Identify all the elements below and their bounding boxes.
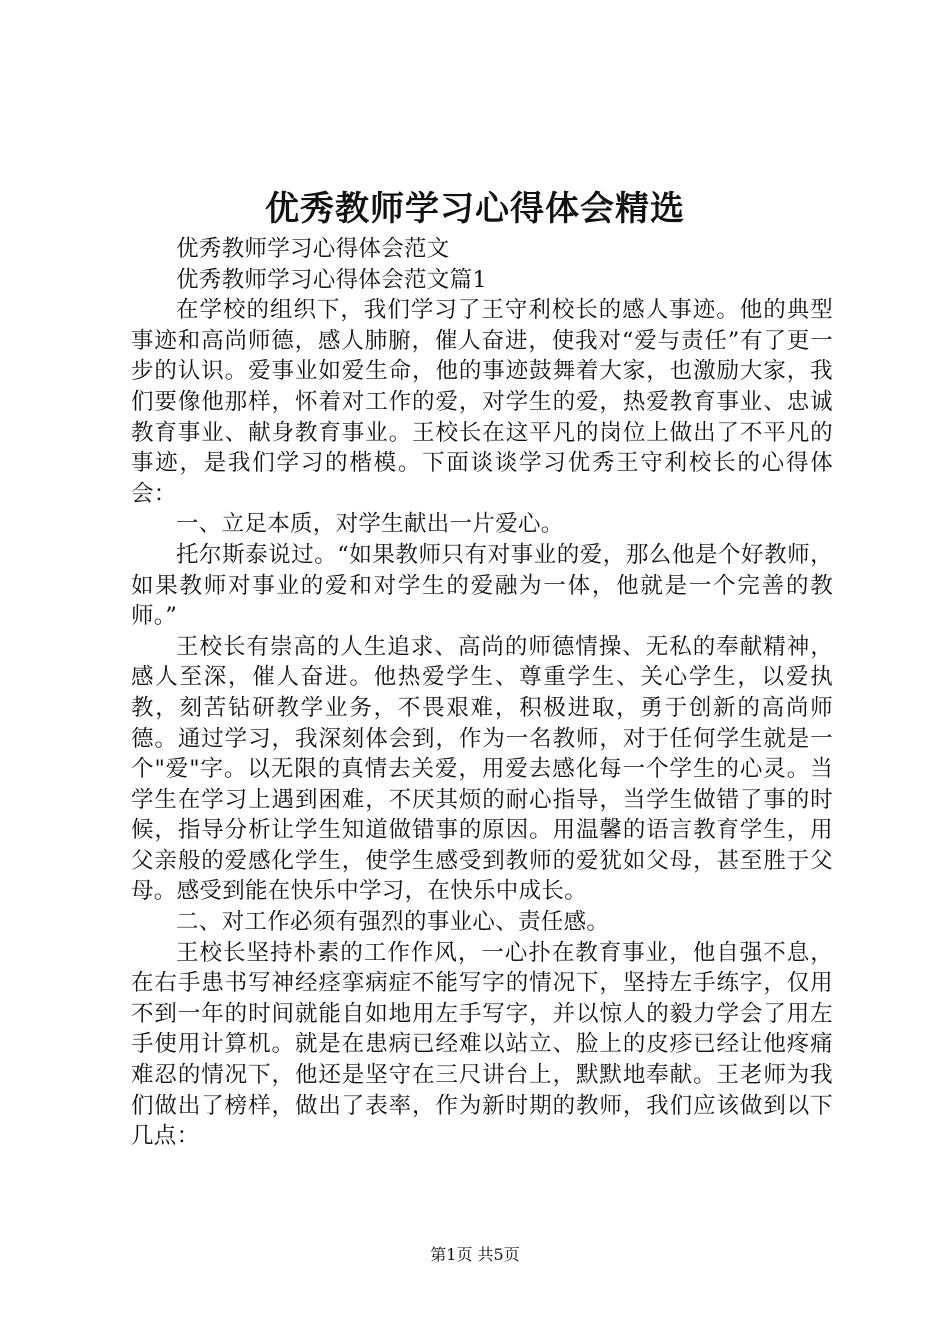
paragraph: 优秀教师学习心得体会范文篇1 <box>176 266 488 293</box>
paragraph: 王校长坚持朴素的工作作风，一心扑在教育事业，他自强不息，在右手患书写神经痉挛病症不能写字的情况下，坚持左手练字，仅用不到一年的时间就能自如地用左手写字，并以惊人的毅力学会了用左手使用计算机。就是在患病已经难以站立、脸上的皮疹已经让他疼痛难忍的情况下，他还是坚守在三尺讲台上，默默地奉献。王老师为我们做出了榜样，做出了表率，作为新时期的教师，我们应该做到以下几点： <box>131 939 833 1150</box>
paragraph: 优秀教师学习心得体会范文 <box>176 236 450 262</box>
document-body <box>131 234 833 1152</box>
quote-paragraph: 托尔斯泰说过。“如果教师只有对事业的爱，那么他是个好教师，如果教师对事业的爱和对学生的爱融为一体，他就是一个完善的教师。” <box>131 541 833 630</box>
page-footer: 第1页 共5页 <box>430 1245 520 1264</box>
section-heading: 一、立足本质，对学生献出一片爱心。 <box>176 511 564 538</box>
paragraph: 王校长有崇高的人生追求、高尚的师德情操、无私的奉献精神，感人至深，催人奋进。他热爱学生、尊重学生、关心学生，以爱执教，刻苦钻研教学业务，不畏艰难，积极进取，勇于创新的高尚师德。通过学习，我深刻体会到，作为一名教师，对于任何学生就是一个"爱"字。以无限的真情去关爱，用爱去感化每一个学生的心灵。当学生在学习上遇到困难，不厌其烦的耐心指导，当学生做错了事的时候，指导分析让学生知道做错事的原因。用温馨的语言教育学生，用父亲般的爱感化学生，使学生感受到教师的爱犹如父母，甚至胜于父母。感受到能在快乐中学习，在快乐中成长。 <box>131 633 833 905</box>
paragraph: 在学校的组织下，我们学习了王守利校长的感人事迹。他的典型事迹和高尚师德，感人肺腑，催人奋进，使我对“爱与责任”有了更一步的认识。爱事业如爱生命，他的事迹鼓舞着大家，也激励大家，我们要像他那样，怀着对工作的爱，对学生的爱，热爱教育事业、忠诚教育事业、献身教育事业。王校长在这平凡的岗位上做出了不平凡的事迹，是我们学习的楷模。下面谈谈学习优秀王守利校长的心得体会： <box>131 297 833 507</box>
document-title: 优秀教师学习心得体会精选 <box>265 189 685 229</box>
section-heading: 二、对工作必须有强烈的事业心、责任感。 <box>176 909 610 936</box>
